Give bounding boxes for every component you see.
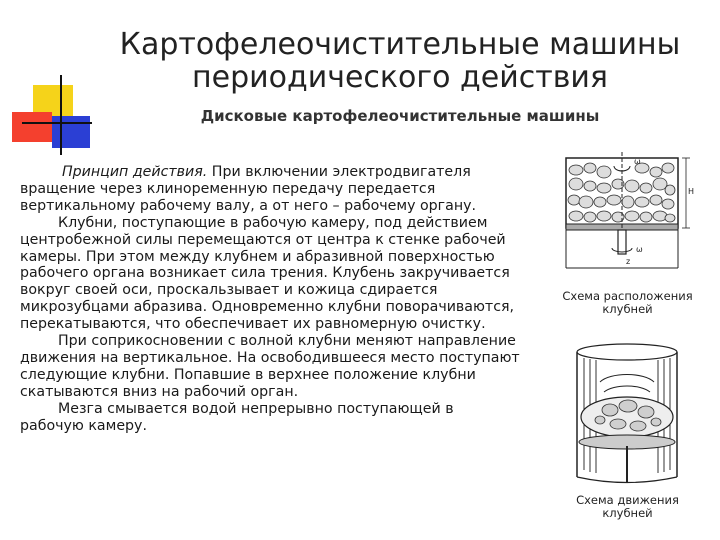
paragraph-2: Клубни, поступающие в рабочую камеру, под действием центробежной силы перемещаются от центра к стенке рабочей камеры. При этом между клубнем и абразивной поверхностью рабочего органа возникает сила трения. Клубень закручивается вокруг своей оси, проскальзывает и кожица сдирается микрозубцами абразива. Одновременно клубни поворачиваются, перекатываются, что обеспечивает их равномерную очистку. bbox=[20, 214, 515, 333]
z-label: z bbox=[626, 257, 631, 266]
figure-2-caption: Схема движения клубней bbox=[576, 493, 679, 520]
decor-blue-square bbox=[52, 116, 90, 148]
slide-title bbox=[100, 28, 700, 94]
paragraph-3: При соприкосновении с волной клубни меняют направление движения на вертикальное. На освободившееся место поступают следующие клубни. Попавшие в верхнее положение клубни скатываются вниз на рабочий орган. bbox=[20, 333, 520, 400]
paragraph-1-text: При включении электродвигателя вращение через клиноременную передачу передается вертикальному рабочему валу, а от него – рабочему органу. bbox=[20, 164, 477, 214]
title-line-1: Картофелеочистительные машины bbox=[119, 27, 681, 62]
decor-horizontal-line bbox=[22, 122, 92, 124]
body-text bbox=[20, 164, 520, 435]
slide-subtitle: Дисковые картофелеочистительные машины bbox=[200, 107, 600, 125]
tuber-arrangement-diagram bbox=[562, 150, 694, 280]
omega-top-label: ω bbox=[634, 157, 641, 166]
decor-vertical-line bbox=[60, 75, 62, 155]
omega-bottom-label: ω bbox=[636, 245, 643, 254]
decor-red-square bbox=[12, 112, 52, 142]
title-line-2: периодического действия bbox=[192, 60, 608, 95]
paragraph-1 bbox=[20, 164, 520, 215]
lead-phrase: Принцип действия. bbox=[62, 164, 208, 180]
figure-1-caption: Схема расположения клубней bbox=[562, 289, 693, 316]
tuber-motion-diagram bbox=[570, 342, 685, 485]
height-label: H bbox=[688, 187, 694, 196]
paragraph-4: Мезга смывается водой непрерывно поступающей в рабочую камеру. bbox=[20, 400, 454, 434]
